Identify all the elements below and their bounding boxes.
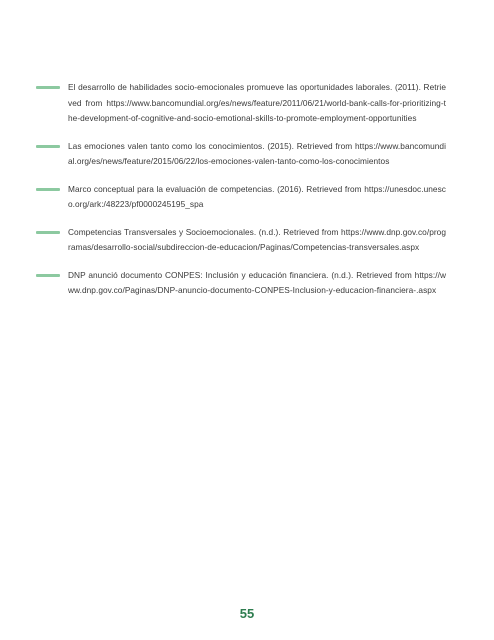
reference-item — [36, 268, 446, 299]
dash-bullet-icon — [36, 188, 60, 191]
dash-bullet-icon — [36, 145, 60, 148]
reference-list — [36, 80, 446, 311]
dash-bullet-icon — [36, 86, 60, 89]
reference-text: Las emociones valen tanto como los conocimientos. (2015). Retrieved from https://www.bancomundial.org/es/news/feature/2015/06/22/los-emociones-valen-tanto-como-los-conocimientos — [68, 140, 446, 166]
reference-item — [36, 139, 446, 170]
reference-text: El desarrollo de habilidades socio-emocionales promueve las oportunidades laborales. (2011). Retrieved from https://www.bancomundial.org/es/news/feature/2011/06/21/world-bank-calls-for-prioritizing-the-development-of-cognitive-and-socio-emotional-skills-to-promote-employment-opportunities — [68, 82, 446, 123]
reference-text: Marco conceptual para la evaluación de competencias. (2016). Retrieved from https://unesdoc.unesco.org/ark:/48223/pf0000245195_spa — [68, 183, 446, 209]
reference-text: DNP anunció documento CONPES: Inclusión y educación financiera. (n.d.). Retrieved from https://www.dnp.gov.co/Paginas/DNP-anuncio-documento-CONPES-Inclusion-y-educacion-financiera-.aspx — [68, 269, 446, 295]
reference-text: Competencias Transversales y Socioemocionales. (n.d.). Retrieved from https://www.dnp.gov.co/programas/desarrollo-social/subdireccion-de-educacion/Paginas/Competencias-transversales.aspx — [68, 226, 446, 252]
dash-bullet-icon — [36, 231, 60, 234]
reference-item — [36, 225, 446, 256]
reference-item — [36, 80, 446, 127]
reference-item — [36, 182, 446, 213]
page-number: 55 — [239, 606, 255, 621]
dash-bullet-icon — [36, 274, 60, 277]
